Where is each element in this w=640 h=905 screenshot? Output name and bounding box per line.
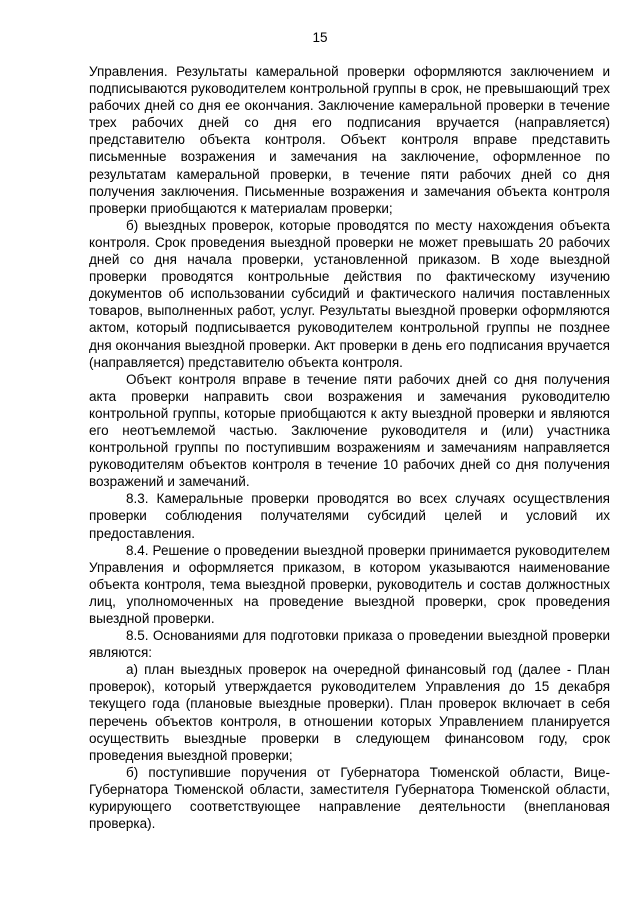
paragraph-camera-check-results: Управления. Результаты камеральной проверки оформляются заключением и подписываются руководителем контрольной группы в срок, не превышающий трех рабочих дней со дня ее окончания. Заключение камеральной проверки в течение трех рабочих дней со дня его подписания вручается (направляется) представителю объекта контроля. Объект контроля вправе представить письменные возражения и замечания на заключение, оформленное по результатам камеральной проверки, в течение пяти рабочих дней со дня получения заключения. Письменные возражения и замечания объекта контроля проверки приобщаются к материалам проверки; [89, 64, 610, 216]
paragraph-8-3: 8.3. Камеральные проверки проводятся во всех случаях осуществления проверки соблюдения получателями субсидий целей и условий их предоставления. [89, 491, 610, 541]
paragraph-8-5: 8.5. Основаниями для подготовки приказа о проведении выездной проверки являются: [89, 628, 610, 661]
paragraph-8-4: 8.4. Решение о проведении выездной проверки принимается руководителем Управления и оформляется приказом, в котором указываются наименование объекта контроля, тема выездной проверки, руководитель и состав должностных лиц, уполномоченных на проведение выездной проверки, срок проведения выездной проверки. [89, 542, 610, 626]
paragraph-8-5-a: а) план выездных проверок на очередной финансовый год (далее - План проверок), который утверждается руководителем Управления до 15 декабря текущего года (плановые выездные проверки). План проверок включает в себя перечень объектов контроля, в отношении которых Управлением планируется осуществить выездные проверки в следующем финансовом году, срок проведения выездной проверки; [89, 662, 610, 763]
paragraph-objections: Объект контроля вправе в течение пяти рабочих дней со дня получения акта проверки направить свои возражения и замечания руководителю контрольной группы, которые приобщаются к акту выездной проверки и являются его неотъемлемой частью. Заключение руководителя и (или) участника контрольной группы по поступившим возражениям и замечаниям направляется руководителям объектов контроля в течение 10 рабочих дней со дня получения возражений и замечаний. [89, 371, 610, 490]
paragraph-8-5-b: б) поступившие поручения от Губернатора Тюменской области, Вице-Губернатора Тюменской области, заместителя Губернатора Тюменской области, курирующего соответствующее направление деятельности (внеплановая проверка). [89, 764, 610, 832]
paragraph-field-checks: б) выездных проверок, которые проводятся по месту нахождения объекта контроля. Срок проведения выездной проверки не может превышать 20 рабочих дней со дня начала проверки, установленной приказом. В ходе выездной проверки проводятся контрольные действия по фактическому изучению документов об использовании субсидий и фактического наличия поставленных товаров, выполненных работ, услуг. Результаты выездной проверки оформляются актом, который подписывается руководителем контрольной группы не позднее дня окончания выездной проверки. Акт проверки в день его подписания вручается (направляется) представителю объекта контроля. [89, 217, 610, 370]
document-body [89, 63, 610, 832]
page-number: 15 [312, 30, 328, 45]
